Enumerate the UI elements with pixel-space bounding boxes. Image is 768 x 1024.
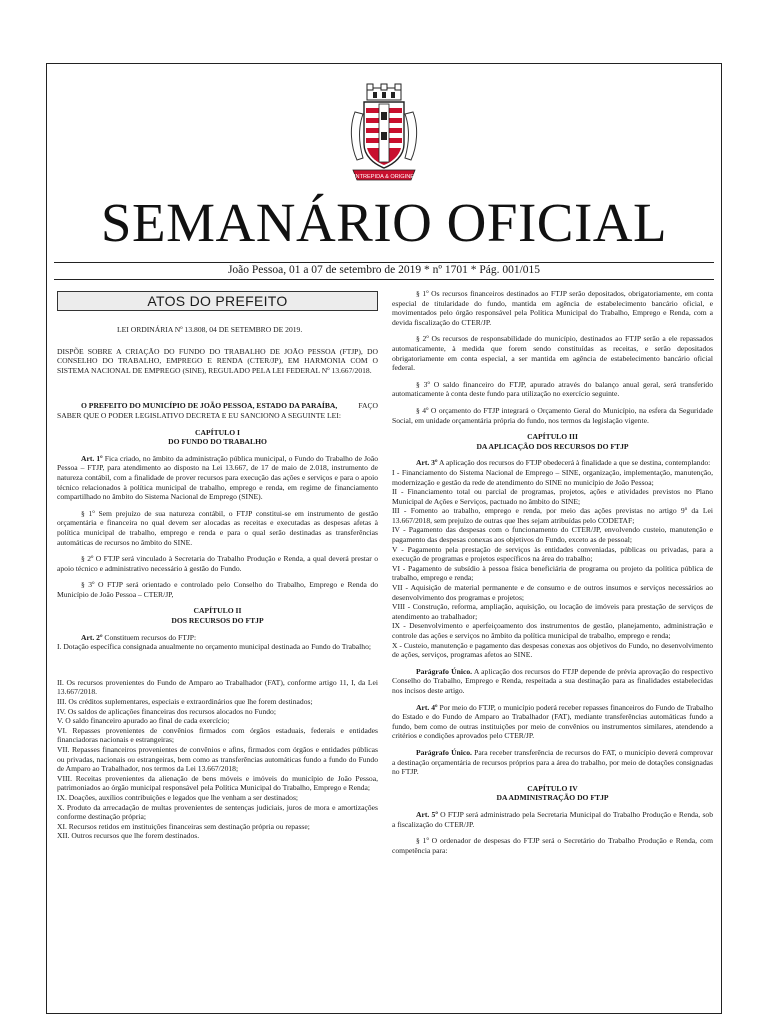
article-2-item: XII. Outros recursos que lhe forem destinados. — [57, 831, 200, 841]
section-title: ATOS DO PREFEITO — [57, 291, 378, 311]
crest-motto: INTREPIDA & ORIGINE — [354, 174, 414, 180]
article-2-item: VI. Repasses provenientes de convênios firmados com órgãos estaduais, federais e entidades financiadoras nacionais e estrangeiras; — [57, 725, 378, 745]
article-2-item: X. Produto da arrecadação de multas provenientes de sentenças judiciais, juros de mora e amortizações conforme destinação própria; — [57, 802, 378, 822]
article-3-label: Art. 3º — [416, 458, 438, 468]
article-2-item: XI. Recursos retidos em instituições financeiras sem destinação própria ou repasse; — [57, 821, 310, 831]
article-4 — [392, 703, 713, 741]
issue-dateline: João Pessoa, 01 a 07 de setembro de 2019 * nº 1701 * Pág. 001/015 — [227, 264, 541, 276]
article-2-item: VII. Repasses financeiros provenientes de convênios e afins, firmados com órgãos e entidades públicas ou privadas, nacionais ou estrangeiras, bem como as transferências automáticas fundo a fundo do Fundo de Amparo ao Trabalhador, nos termos da Lei 13.667/2018; — [57, 745, 378, 774]
masthead-title: SEMANÁRIO OFICIAL — [100, 192, 668, 253]
paragraph-2: § 2º Os recursos de responsabilidade do município, destinados ao FTJP serão a ele repassados automaticamente, à medida que forem sendo constituídas as receitas, e serão depositados obrigatoriamente em conta especial, a ser mantida em agência de estabelecimento bancário oficial federal. — [392, 334, 713, 373]
article-2 — [57, 633, 378, 643]
sole-paragraph-1-label: Parágrafo Único. — [416, 666, 473, 676]
paragraph-1: § 1º Os recursos financeiros destinados ao FTJP serão depositados, obrigatoriamente, em conta especial de titularidade do fundo, mantida em agência de estabelecimento bancário oficial, e movimentados pelo órgão responsável pela Política Municipal do Trabalho, Emprego e Renda, com a devida fiscalização do CTER/JP. — [392, 289, 713, 327]
article-3-item: IV - Pagamento das despesas com o funcionamento do CTER/JP, envolvendo custeio, manutenção e pagamento das despesas conexas aos objetivos do Fundo, exceto as de pessoal; — [392, 525, 713, 545]
left-column — [57, 289, 378, 841]
chapter-3-title: CAPÍTULO III — [527, 432, 578, 442]
article-2-items-a — [57, 642, 378, 652]
article-5 — [392, 810, 713, 829]
article-1-paragraph-1: § 1º Sem prejuízo de sua natureza contábil, o FTJP constitui-se em instrumento de gestão orçamentária e financeira no qual devem ser alocadas as receitas e executadas as despesas afetas à política municipal de trabalho, emprego e renda e para o qual serão destinadas as transferências automáticas de recursos no âmbito do SINE. — [57, 508, 378, 547]
chapter-4-title: CAPÍTULO IV — [527, 783, 578, 793]
paragraph-4: § 4º O orçamento do FTJP integrará o Orçamento Geral do Município, na esfera da Seguridade Social, em unidade orçamentária própria do fundo, nos termos da legislação vigente. — [392, 405, 713, 425]
article-2-text: Constituem recursos do FTJP: — [102, 632, 197, 642]
right-column — [392, 289, 713, 855]
preamble-rest: FAÇO SABER QUE O PODER LEGISLATIVO DECRETA E EU SANCIONO A SEGUINTE LEI: — [57, 401, 378, 420]
article-1-label: Art. 1º — [81, 453, 103, 463]
chapter-2-subtitle: DOS RECURSOS DO FTJP — [171, 616, 264, 626]
article-3-items — [392, 468, 713, 660]
article-2-item: V. O saldo financeiro apurado ao final de cada exercício; — [57, 716, 230, 726]
article-3-item: X - Custeio, manutenção e pagamento das despesas conexas aos objetivos do Fundo, no desenvolvimento de ações, serviços, programas afetos ao SINE. — [392, 640, 713, 660]
chapter-3-subtitle: DA APLICAÇÃO DOS RECURSOS DO FTJP — [476, 441, 629, 451]
article-3-item: IX - Desenvolvimento e aperfeiçoamento dos instrumentos de gestão, planejamento, administração e controle das ações e serviços no âmbito da política municipal de trabalho, emprego e renda; — [392, 621, 713, 640]
preamble-bold: O PREFEITO DO MUNICÍPIO DE JOÃO PESSOA, ESTADO DA PARAÍBA, — [81, 401, 338, 411]
chapter-4-subtitle: DA ADMINISTRAÇÃO DO FTJP — [496, 793, 609, 803]
crest-icon — [349, 82, 419, 188]
article-3-item: II - Financiamento total ou parcial de programas, projetos, ações e atividades previstos no Plano Municipal de Ações e Serviços, pactuado no âmbito do SINE; — [392, 487, 713, 506]
law-ementa: DISPÕE SOBRE A CRIAÇÃO DO FUNDO DO TRABALHO DE JOÃO PESSOA (FTJP), DO CONSELHO DO TRABALHO, EMPREGO E RENDA (CTER/JP), EM HARMONIA COM O SISTEMA NACIONAL DE EMPREGO (SINE), REGULADO PELA LEI FEDERAL Nº 13.667/2018. — [57, 346, 378, 375]
article-2-item: IV. Os saldos de aplicações financeiras dos recursos alocados no Fundo; — [57, 706, 276, 716]
article-2-item: IX. Doações, auxílios contribuições e legados que lhe venham a ser destinados; — [57, 792, 299, 802]
article-1-paragraph-2: § 2º O FTJP será vinculado à Secretaria do Trabalho Produção e Renda, a qual deverá prestar o apoio técnico e administrativo necessário à gestão do Fundo. — [57, 554, 378, 573]
sole-paragraph-2-text: Para receber transferência de recursos do FAT, o município deverá comprovar a destinação orçamentária de recursos próprios para a área do trabalho, por meio de dotações consignadas no FTJP. — [392, 747, 713, 777]
article-3-item: VI - Pagamento de subsídio à pessoa física beneficiária de programa ou projeto da política pública de trabalho, emprego e renda; — [392, 563, 713, 583]
article-2-item: II. Os recursos provenientes do Fundo de Amparo ao Trabalhador (FAT), conforme artigo 11, I, da Lei 13.667/2018. — [57, 677, 378, 697]
article-2-item: III. Os créditos suplementares, especiais e extraordinários que lhe forem destinados; — [57, 697, 313, 707]
preamble — [57, 401, 378, 420]
article-3-item: V - Pagamento pela prestação de serviços às entidades conveniadas, públicas ou privadas, para a execução de programas e projetos específicos na área do trabalho; — [392, 544, 713, 564]
article-3-item: VIII - Construção, reforma, ampliação, aquisição, ou locação de imóveis para prestação de serviços de atendimento ao trabalhador; — [392, 602, 713, 621]
article-2-item: I. Dotação específica consignada anualmente no orçamento municipal destinada ao Fundo do Trabalho; — [57, 642, 371, 652]
sole-paragraph-2-label: Parágrafo Único. — [416, 747, 472, 757]
article-4-label: Art. 4º — [416, 702, 438, 712]
article-5-text: O FTJP será administrado pela Secretaria Municipal do Trabalho Produção e Renda, sob a fiscalização do CTER/JP. — [392, 809, 713, 829]
chapter-1-subtitle: DO FUNDO DO TRABALHO — [168, 437, 267, 447]
article-1 — [57, 454, 378, 502]
law-title: LEI ORDINÁRIA Nº 13.808, 04 DE SETEMBRO DE 2019. — [117, 325, 303, 334]
article-3-text: A aplicação dos recursos do FTJP obedecerá à finalidade a que se destina, contemplando: — [437, 458, 711, 468]
sole-paragraph-1-text: A aplicação dos recursos do FTJP depende de prévia aprovação do respectivo Conselho do Trabalho, Emprego e Renda, respeitada a sua destinação para as finalidades estabelecidas nos incisos deste artigo. — [392, 666, 713, 695]
article-1-text: Fica criado, no âmbito da administração pública municipal, o Fundo do Trabalho de João Pessoa – FTJP, para atendimento ao disposto na Lei 13.667, de 17 de maio de 2.018, instrumento de natureza contábil, com a finalidade de prover recursos para execução das ações e serviços e para o apoio técnico relacionados à política municipal de trabalho, emprego e renda, em regime de financiamento compartilhado no âmbito do Sistema Nacional de Emprego (SINE). — [57, 453, 378, 502]
sole-paragraph-1 — [392, 667, 713, 696]
paragraph-3: § 3º O saldo financeiro do FTJP, apurado através do balanço anual geral, será transferido automaticamente à conta deste fundo para utilização no exercício seguinte. — [392, 379, 713, 399]
article-2-items-b — [57, 678, 378, 841]
chapter-2-title: CAPÍTULO II — [193, 606, 242, 616]
article-5-label: Art. 5º — [416, 809, 438, 819]
article-5-paragraph-1: § 1º O ordenador de despesas do FTJP será o Secretário do Trabalho Produção e Renda, com competência para: — [392, 836, 713, 855]
article-3-item: III - Fomento ao trabalho, emprego e renda, por meio das ações previstas no artigo 9º da Lei 13.667/2018, sem prejuízo de outras que lhes sejam atribuídas pelo CODETAF; — [392, 506, 713, 525]
article-2-item: VIII. Receitas provenientes da alienação de bens móveis e imóveis do município de João Pessoa, patrimoniados ao órgão municipal responsável pela Política Municipal do Trabalho, Emprego e Renda; — [57, 773, 378, 793]
sole-paragraph-2 — [392, 748, 713, 777]
header-rule-bottom — [54, 279, 714, 280]
article-3-item: I - Financiamento do Sistema Nacional de Emprego – SINE, organização, implementação, manutenção, modernização e gestão da rede de atendimento do SINE no município de João Pessoa; — [392, 467, 713, 487]
article-2-label: Art. 2º — [81, 632, 103, 642]
chapter-1-title: CAPÍTULO I — [195, 427, 240, 437]
article-1-paragraph-3: § 3º O FTJP será orientado e controlado pelo Conselho do Trabalho, Emprego e Renda do Município de João Pessoa – CTER/JP, — [57, 580, 378, 599]
article-4-text: Por meio do FTJP, o município poderá receber repasses financeiros do Fundo de Trabalho do Estado e do Fundo de Amparo ao Trabalhador (FAT), mediante transferências automáticas fundo a fundo, bem como de outras instituições por meio de convênios ou instrumentos similares, atendendo a critérios e condições aprovados pelo CTER/JP. — [392, 702, 713, 741]
article-3 — [392, 458, 713, 468]
article-3-item: VII - Aquisição de material permanente e de consumo e de outros insumos e serviços necessários ao desenvolvimento dos programas e projetos; — [392, 583, 713, 602]
